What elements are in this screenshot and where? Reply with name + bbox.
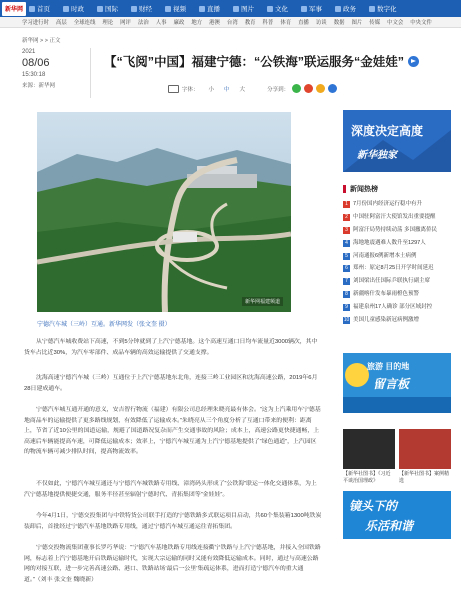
nav-item[interactable] [369, 4, 397, 13]
qzone-icon[interactable] [316, 84, 325, 93]
subnav-item[interactable]: 廉政 [173, 20, 185, 26]
subnav-item[interactable]: 访谈 [315, 20, 327, 26]
more-share-icon[interactable] [328, 84, 337, 93]
hot-news-item[interactable] [343, 314, 451, 327]
nav-item[interactable] [63, 4, 84, 13]
hot-news-item[interactable] [343, 211, 451, 224]
font-medium-button[interactable]: 中 [224, 86, 230, 93]
nav-item-label: 政务 [343, 6, 356, 13]
hot-news-item[interactable] [343, 262, 451, 275]
subnav-item[interactable]: 中文会 [387, 20, 404, 26]
travel-ad-title: 旅游 目的地 [367, 361, 410, 371]
article-paragraph: 从宁德汽车城收费站下高速，不到5分钟就到了上汽宁德基地。这个高速互通口日均车流量近3000辆次，其中货车占比近30%，为汽车零部件、成品车辆的高效运输提供了交通支撑。 [24, 339, 318, 356]
nav-item[interactable] [97, 4, 118, 13]
subnav-item[interactable]: 学习进行时 [22, 20, 49, 26]
hot-news-item[interactable] [343, 250, 451, 263]
hot-news-text: 郑州：原定8月25日开学时间延迟 [353, 265, 434, 272]
subnav-item[interactable]: 传媒 [369, 20, 381, 26]
hot-news-item[interactable] [343, 224, 451, 237]
book-caption: 【新华社图书】案例精选 [399, 470, 450, 484]
hot-news-text: 美国儿童感染新冠病例激增 [353, 317, 420, 324]
hot-news-item[interactable] [343, 198, 451, 211]
subnav-item[interactable]: 直播 [298, 20, 309, 26]
sub-nav-bar [0, 17, 461, 28]
culture-icon [267, 6, 273, 12]
hot-news-text: 海地地震遇难人数升至1297人 [353, 239, 426, 246]
top-nav-bar [0, 0, 461, 17]
rank-badge: 1 [343, 201, 350, 208]
hot-news-text: 河南通报6例新增本土病例 [353, 252, 417, 259]
coin-icon [131, 6, 137, 12]
subnav-item[interactable]: 理论 [102, 20, 114, 26]
flag-icon [63, 6, 69, 12]
article-title [104, 52, 419, 70]
font-label: 字体： [182, 86, 199, 93]
wechat-icon[interactable] [292, 84, 301, 93]
subnav-item[interactable]: 图片 [351, 20, 363, 26]
nav-item-label: 首页 [37, 6, 50, 13]
rank-badge: 9 [343, 304, 350, 311]
article-source: 来源：新华网 [22, 83, 56, 89]
aerial-interchange-photo [37, 112, 291, 312]
image-caption: 宁德汽车城（三岭）互通。新华网发（张文奎 摄） [37, 322, 171, 328]
nav-item-label: 国际 [105, 6, 118, 13]
subnav-item[interactable]: 全球连线 [73, 20, 96, 26]
article-paragraph: 今年4月1日，宁德交投集团与中铁特货公司联手打造的宁德铁路多式联运项目启动，共60个集装箱1300吨铁炭装卸后，首批经过宁德汽车基地铁路专用线，通过宁德汽车城互通运往青拓集团。 [24, 513, 322, 530]
book-promo[interactable] [343, 429, 395, 485]
divider [90, 48, 91, 98]
subnav-item[interactable]: 台湾 [226, 20, 238, 26]
subnav-item[interactable]: 科普 [262, 20, 274, 26]
hot-news-item[interactable] [343, 237, 451, 250]
audio-play-icon[interactable] [408, 56, 419, 67]
article-paragraph: 宁德交投物流集团董事长罗巧华说：“宁德汽车基地铁路专用线连接衢宁铁路与上汽宁德基地，并接入全国铁路网，标志着上汽宁德基地开启铁路运输时代，实现大宗运输的同时又能有效降低运输成本。同时，通过与高速公路网的对接互联，进一步完善高速公路、港口、铁路站场‘最后一公里’集疏运体系，进而打造宁德汽车的重大通道。”（刘丰 张文奎 魏晓新） [24, 545, 321, 583]
publish-info [22, 49, 84, 89]
military-icon [301, 6, 307, 12]
photo-icon [233, 6, 239, 12]
nav-item[interactable] [233, 4, 254, 13]
rank-badge: 4 [343, 240, 350, 247]
book-promo[interactable] [399, 429, 451, 485]
rank-badge: 6 [343, 265, 350, 272]
nav-item[interactable] [165, 4, 186, 13]
hot-news-text: 中国驻阿富汗大使馆发出重要提醒 [353, 213, 436, 220]
nav-item[interactable] [301, 4, 322, 13]
video-icon [165, 6, 171, 12]
ad-banner-headline: 深度决定高度 [351, 124, 424, 138]
subnav-item[interactable]: 网评 [120, 20, 131, 26]
subnav-item[interactable]: 高层 [55, 20, 67, 26]
subnav-item[interactable]: 教育 [244, 20, 256, 26]
hot-news-text: 刘国梁出任国际乒联执行副主席 [353, 278, 431, 285]
hot-news-title: 新闻热榜 [350, 186, 378, 193]
ad-banner-lens[interactable] [343, 491, 451, 539]
nav-item[interactable] [131, 4, 152, 13]
rank-badge: 7 [343, 278, 350, 285]
travel-ad-subtitle: 留言板 [373, 376, 410, 391]
ad-banner-travel[interactable] [343, 353, 451, 413]
subnav-item[interactable]: 法治 [137, 20, 149, 26]
nav-item-label: 财经 [139, 6, 152, 13]
rank-badge: 10 [343, 316, 350, 323]
hot-news-heading [343, 184, 451, 194]
article-toolbar [168, 84, 337, 93]
nav-item[interactable] [199, 4, 220, 13]
nav-item-label: 军事 [309, 6, 322, 13]
nav-item-label: 文化 [275, 6, 288, 13]
sidebar [343, 110, 451, 539]
book-cover-image [399, 429, 451, 469]
rank-badge: 5 [343, 253, 350, 260]
site-logo[interactable]: 新华网 [2, 2, 26, 16]
nav-item-label: 视频 [173, 6, 186, 13]
image-watermark: 新华网福建频道 [242, 297, 283, 306]
weibo-icon[interactable] [304, 84, 313, 93]
rank-badge: 2 [343, 214, 350, 221]
nav-item-label: 图片 [241, 6, 254, 13]
heading-marker [343, 185, 346, 193]
banner-graphic [343, 110, 451, 172]
digital-icon [369, 6, 375, 12]
publish-year: 2021 [22, 49, 36, 55]
lens-ad-line2: 乐活和谐 [365, 518, 414, 533]
nav-item-label: 直播 [207, 6, 220, 13]
hot-news-item[interactable] [343, 275, 451, 288]
lens-ad-line1: 镜头下的 [349, 498, 398, 513]
article-paragraph: 不仅如此，宁德汽车城互通还与宁德汽车城铁路专用线、漳湾码头形成了“公铁海”联运一体化交通体系，为上汽宁德基地提供便捷交通，服务半径甚至辐射宁德时代、青拓集团等“金娃娃”。 [24, 481, 317, 498]
globe-icon [97, 6, 103, 12]
subnav-item[interactable]: 中央文件 [410, 20, 432, 26]
rank-badge: 8 [343, 291, 350, 298]
nav-item[interactable] [335, 4, 356, 13]
subnav-item[interactable]: 港澳 [209, 20, 220, 26]
hot-news-text: 新疆喀什发布暴雨橙色预警 [353, 291, 420, 298]
hot-news-text: 7月份国内经济运行稳中有升 [353, 201, 423, 207]
nav-item[interactable] [267, 4, 288, 13]
subnav-item[interactable]: 体育 [280, 20, 292, 26]
article-paragraph: 沈海高速宁德汽车城（三岭）互通位于上汽宁德基地东北角，连接三岭工业园区和沈海高速公路，2019年6月28日建成通车。 [24, 375, 318, 392]
subnav-item[interactable]: 数据 [333, 20, 345, 26]
font-large-button[interactable]: 大 [239, 86, 246, 93]
ad-banner-depth[interactable] [343, 110, 451, 172]
breadcrumb[interactable]: 新华网 > > 正文 [22, 38, 61, 44]
gov-icon [335, 6, 341, 12]
hot-news-text: 阿富汗局势持续动荡 多国撤离侨民 [353, 226, 438, 233]
home-icon [29, 6, 35, 12]
hot-news-item[interactable] [343, 301, 451, 314]
book-cover-image [343, 429, 395, 469]
share-label: 分享到： [267, 86, 290, 93]
article-paragraph: 宁德汽车城互通开通的意义，安吉智行物流（福建）有限公司总经理朱晓亮最有体会。“这为上汽乘用车宁德基地商品车的运输提供了更多路线规划，有效降低了运输成本。”朱晓亮从三个角度分析了互通口带来的便利：距离上，节省了近10公里的国道运输，规避了国道路况复杂而产生交通事故的风险；成本上，高速公路更快捷通畅，上高速后车辆能提高车速，可降低运输成本；效率上，宁德汽车城互通为上汽宁德基地提供了“绿色通道”，上汽园区的物流车辆可减少排队时间，提高物流效率。 [24, 407, 321, 455]
print-icon[interactable] [168, 85, 179, 93]
nav-item[interactable] [29, 4, 50, 13]
font-small-button[interactable]: 小 [208, 86, 215, 93]
publish-time: 15:30:18 [22, 72, 46, 78]
hot-news-text: 福建泉州17人确诊 部分区域封控 [353, 304, 433, 311]
hot-news-list [343, 198, 451, 327]
book-promos [343, 429, 451, 485]
hot-news-item[interactable] [343, 288, 451, 301]
article-title-text: 【“飞阅”中国】福建宁德：“公铁海”联运服务“金娃娃” [104, 55, 405, 69]
live-icon [199, 6, 205, 12]
book-caption: 【新华社图书】《习近平谈治国理政》 [343, 470, 391, 484]
rank-badge: 3 [343, 227, 350, 234]
subnav-item[interactable]: 人事 [155, 20, 167, 26]
nav-item-label: 时政 [71, 6, 84, 13]
article-hero-image [37, 112, 291, 312]
nav-item-label: 数字化 [377, 6, 397, 13]
ad-banner-subline: 新华独家 [357, 150, 397, 161]
publish-date: 08/06 [22, 57, 50, 69]
subnav-item[interactable]: 地方 [191, 20, 203, 26]
